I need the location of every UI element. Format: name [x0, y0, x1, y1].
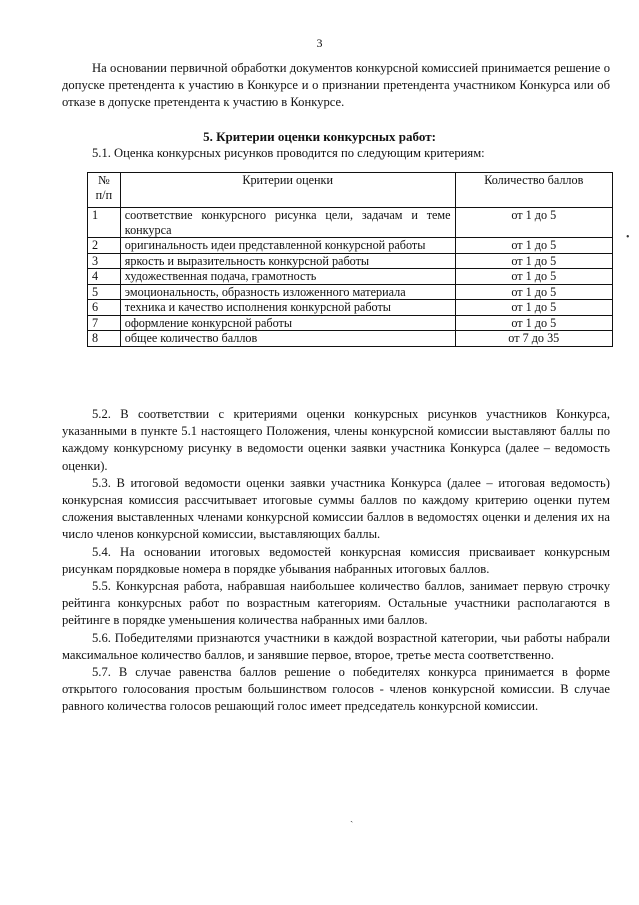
- table-row: [88, 331, 613, 347]
- row-num: 1: [88, 208, 121, 238]
- section-intro: 5.1. Оценка конкурсных рисунков проводится по следующим критериям:: [92, 146, 485, 160]
- header-score: Количество баллов: [455, 173, 612, 208]
- scan-speck: •: [626, 232, 630, 243]
- table-row: [88, 284, 613, 300]
- row-score: от 1 до 5: [455, 253, 612, 269]
- row-num: 3: [88, 253, 121, 269]
- row-num: 8: [88, 331, 121, 347]
- row-num: 2: [88, 238, 121, 254]
- row-score: от 1 до 5: [455, 238, 612, 254]
- row-score: от 1 до 5: [455, 284, 612, 300]
- row-criterion: эмоциональность, образность изложенного материала: [120, 284, 455, 300]
- row-criterion: художественная подача, грамотность: [120, 269, 455, 285]
- row-criterion: соответствие конкурсного рисунка цели, задачам и теме конкурса: [120, 208, 455, 238]
- row-score: от 1 до 5: [455, 300, 612, 316]
- row-num: 4: [88, 269, 121, 285]
- row-num: 6: [88, 300, 121, 316]
- row-num: 7: [88, 315, 121, 331]
- row-criterion: оформление конкурсной работы: [120, 315, 455, 331]
- table-row: [88, 315, 613, 331]
- row-score: от 1 до 5: [455, 208, 612, 238]
- table-row: [88, 300, 613, 316]
- paragraph-5-6: 5.6. Победителями признаются участники в каждой возрастной категории, чьи работы набрали максимальное количество баллов, и занявшие первое, второе, третье места соответственно.: [62, 630, 610, 662]
- paragraph-5-4: 5.4. На основании итоговых ведомостей конкурсная комиссия присваивает конкурсным рисункам порядковые номера в порядке убывания набранных итоговых баллов.: [62, 544, 610, 576]
- scan-speck: ˏ: [350, 812, 354, 823]
- table-row: [88, 253, 613, 269]
- row-score: от 1 до 5: [455, 315, 612, 331]
- page-number: 3: [316, 36, 323, 50]
- row-criterion: яркость и выразительность конкурсной работы: [120, 253, 455, 269]
- body-paragraphs: [62, 406, 610, 716]
- row-criterion: общее количество баллов: [120, 331, 455, 347]
- row-score: от 7 до 35: [455, 331, 612, 347]
- table-row: [88, 238, 613, 254]
- paragraph-5-5: 5.5. Конкурсная работа, набравшая наибольшее количество баллов, занимает первую строчку рейтинга конкурсных работ по возрастным категориям. Остальные участники располагаются в рейтинге в порядке уменьшения количества набранных ими баллов.: [62, 579, 610, 628]
- row-criterion: техника и качество исполнения конкурсной работы: [120, 300, 455, 316]
- section-title: 5. Критерии оценки конкурсных работ:: [203, 129, 436, 144]
- table-header-row: [88, 173, 613, 208]
- row-score: от 1 до 5: [455, 269, 612, 285]
- table-row: [88, 269, 613, 285]
- criteria-table: [87, 172, 613, 347]
- paragraph-5-2: 5.2. В соответствии с критериями оценки конкурсных рисунков участников Конкурса, указанными в пункте 5.1 настоящего Положения, члены конкурсной комиссии выставляют баллы по каждому конкурсному рисунку в ведомости оценки заявки участника Конкурса (далее – ведомость оценки).: [62, 407, 610, 473]
- header-criterion: Критерии оценки: [120, 173, 455, 208]
- header-num: № п/п: [88, 173, 121, 208]
- table-row: [88, 208, 613, 238]
- intro-paragraph: На основании первичной обработки документов конкурсной комиссией принимается решение о допуске претендента к участию в Конкурсе и о признании претендента участником Конкурса или об отказе в допуске претендента к участию в Конкурсе.: [62, 61, 610, 110]
- paragraph-5-3: 5.3. В итоговой ведомости оценки заявки участника Конкурса (далее – итоговая ведомость) конкурсная комиссия рассчитывает итоговые суммы баллов по каждому критерию оценки путем сложения выставленных членами конкурсной комиссии баллов в ведомостях оценки и деления их на число членов конкурсной комиссии, выставляющих баллы.: [62, 475, 610, 542]
- row-criterion: оригинальность идеи представленной конкурсной работы: [120, 238, 455, 254]
- paragraph-5-7: 5.7. В случае равенства баллов решение о победителях конкурса принимается в форме открытого голосования простым большинством голосов - членов конкурсной комиссии. В случае равного количества голосов решающий голос имеет председатель конкурсной комиссии.: [62, 665, 610, 714]
- row-num: 5: [88, 284, 121, 300]
